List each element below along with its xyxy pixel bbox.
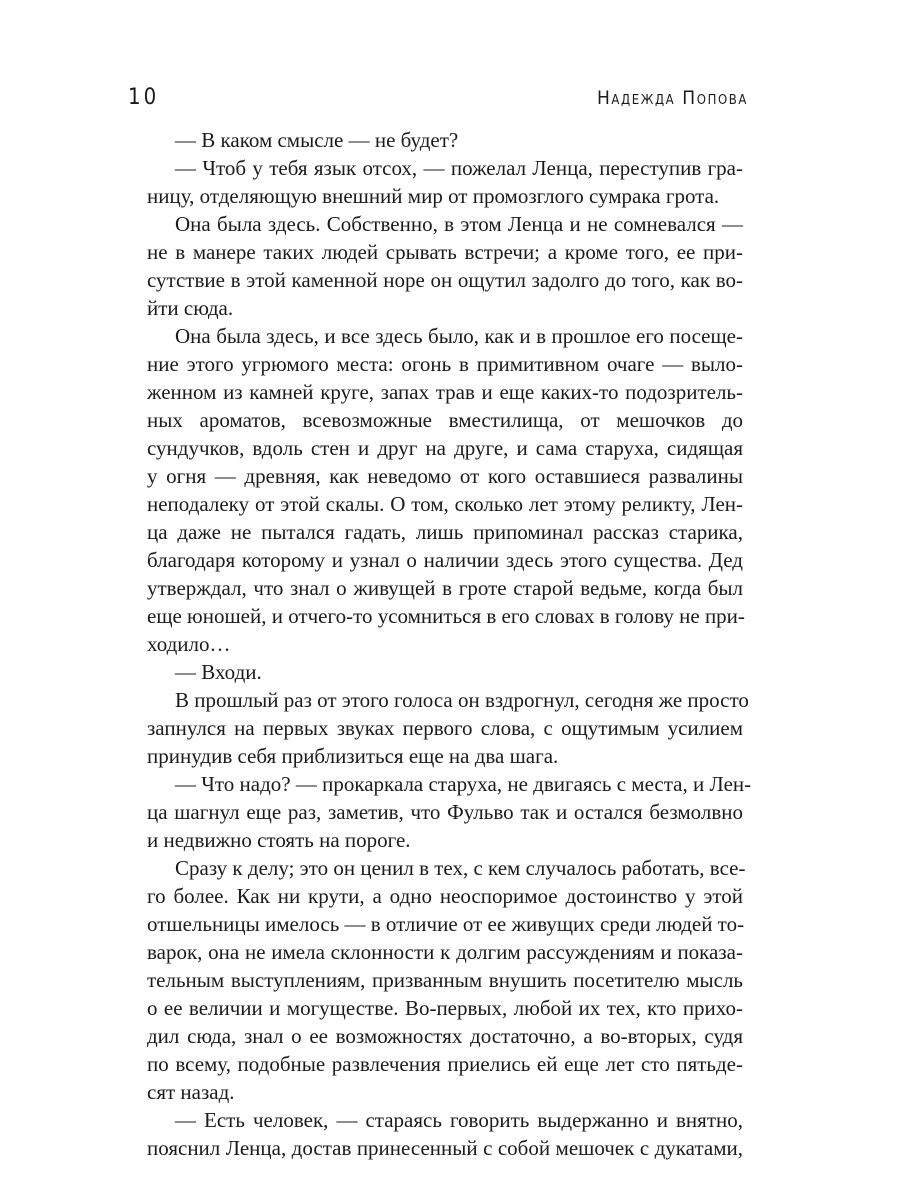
text-line: — Чтоб у тебя язык отсох, — пожелал Ленца, переступив гра- [175, 156, 743, 180]
text-line: Она была здесь. Собственно, в этом Ленца и не сомневался — [175, 212, 743, 236]
text-line: и недвижно стоять на пороге. [147, 828, 411, 852]
text-line: сят назад. [147, 1080, 235, 1104]
text-line: Сразу к делу; это он ценил в тех, с кем случалось работать, все- [175, 856, 746, 880]
text-line: неподалеку от этой скалы. О том, сколько лет этому реликту, Лен- [147, 492, 743, 516]
text-line: йти сюда. [147, 296, 234, 320]
text-line: ных ароматов, всевозможные вместилища, от мешочков до [147, 408, 743, 432]
text-line: ца даже не пытался гадать, лишь припоминал рассказ старика, [147, 520, 743, 544]
text-line: не в манере таких людей срывать встречи; а кроме того, ее при- [147, 240, 743, 264]
text-line: го более. Как ни крути, а одно неоспоримое достоинство у этой [147, 884, 743, 908]
running-head-author: Надежда Попова [596, 87, 748, 109]
text-line: у огня — древняя, как неведомо от кого оставшиеся развалины [147, 464, 743, 488]
text-line: варок, она не имела склонности к долгим рассуждениям и показа- [147, 940, 743, 964]
text-line: ницу, отделяющую внешний мир от промозглого сумрака грота. [147, 184, 720, 208]
text-line: еще юношей, и отчего-то усомниться в его словах в голову не при- [147, 604, 745, 628]
page-number: 10 [128, 85, 160, 110]
text-line: тельным выступлениям, призванным внушить посетителю мысль [147, 968, 743, 992]
text-line: сундучков, вдоль стен и друг на друге, и сама старуха, сидящая [147, 436, 743, 460]
text-line: запнулся на первых звуках первого слова, с ощутимым усилием [147, 716, 743, 740]
text-line: В прошлый раз от этого голоса он вздрогнул, сегодня же просто [175, 688, 749, 712]
text-line: принудив себя приблизиться еще на два шага. [147, 744, 559, 768]
text-line: о ее величии и могуществе. Во-первых, любой их тех, кто прихо- [147, 996, 743, 1020]
text-line: отшельницы имелось — в отличие от ее живущих среди людей то- [147, 912, 745, 936]
body-text [147, 126, 752, 1162]
text-line: ние этого угрюмого места: огонь в примитивном очаге — выло- [147, 352, 743, 376]
text-line: утверждал, что знал о живущей в гроте старой ведьме, когда был [147, 576, 743, 600]
text-line: женном из камней круге, запах трав и еще каких-то подозритель- [147, 380, 743, 404]
text-line: Она была здесь, и все здесь было, как и в прошлое его посеще- [175, 324, 743, 348]
text-line: пояснил Ленца, достав принесенный с собой мешочек с дукатами, [147, 1136, 743, 1160]
running-head [128, 84, 748, 114]
text-line: ходило… [147, 632, 231, 656]
text-line: — Что надо? — прокаркала старуха, не двигаясь с места, и Лен- [175, 772, 752, 796]
text-line: сутствие в этой каменной норе он ощутил задолго до того, как во- [147, 268, 743, 292]
text-line: — Есть человек, — стараясь говорить выдержанно и внятно, [175, 1108, 743, 1132]
text-line: ца шагнул еще раз, заметив, что Фульво так и остался безмолвно [147, 800, 743, 824]
text-line: — Входи. [175, 660, 262, 684]
text-line: дил сюда, знал о ее возможностях достаточно, а во-вторых, судя [147, 1024, 743, 1048]
text-line: по всему, подобные развлечения приелись ей еще лет сто пятьде- [147, 1052, 743, 1076]
text-line: — В каком смысле — не будет? [175, 128, 459, 152]
text-line: благодаря которому и узнал о наличии здесь этого существа. Дед [147, 548, 743, 572]
